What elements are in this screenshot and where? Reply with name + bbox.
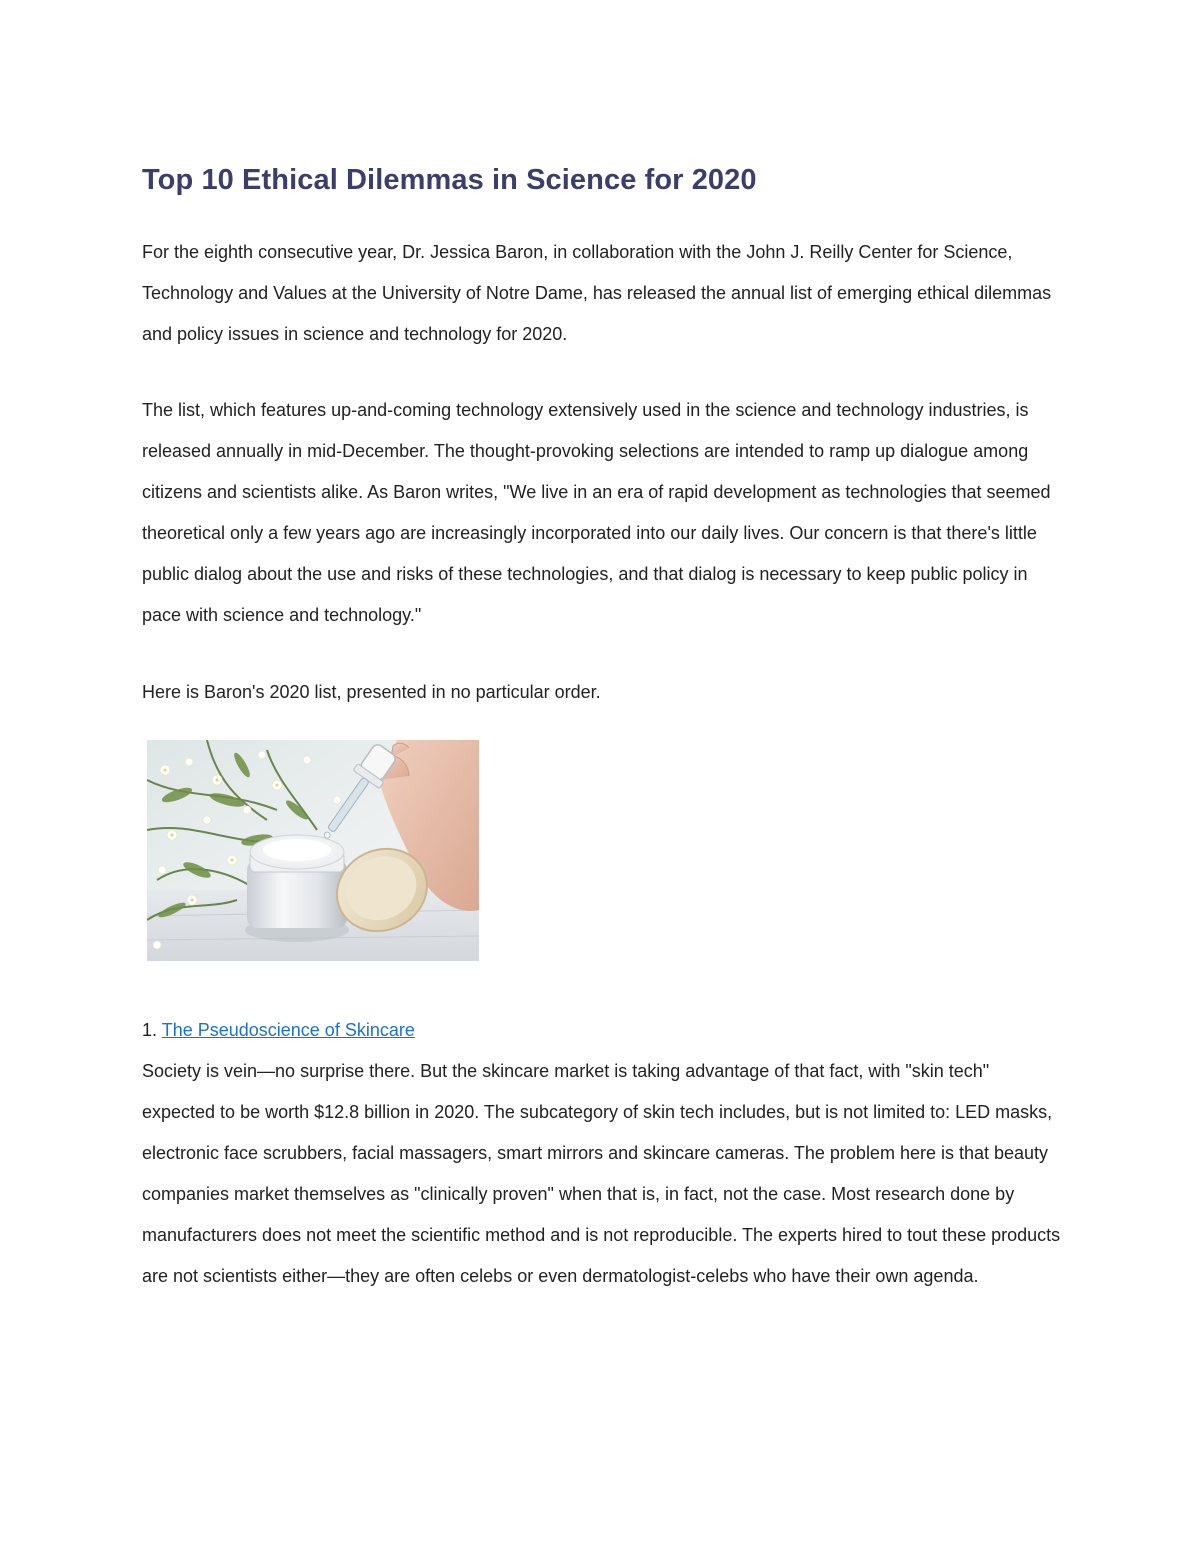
page-title: Top 10 Ethical Dilemmas in Science for 2020: [142, 164, 757, 196]
intro-paragraph: For the eighth consecutive year, Dr. Jessica Baron, in collaboration with the John J. Reilly Center for Science, Technology and Values at the University of Notre Dame, has released the annual list of emerging ethical dilemmas and policy issues in science and technology for 2020.: [142, 242, 1052, 344]
list-item-link[interactable]: The Pseudoscience of Skincare: [161, 1020, 415, 1040]
list-description-paragraph: The list, which features up-and-coming technology extensively used in the science and technology industries, is released annually in mid-December. The thought-provoking selections are intended to ramp up dialogue among citizens and scientists alike. As Baron writes, "We live in an era of rapid development as technologies that seemed theoretical only a few years ago are increasingly incorporated into our daily lives. Our concern is that there's little public dialog about the use and risks of these technologies, and that dialog is necessary to keep public policy in pace with science and technology.": [142, 400, 1051, 625]
list-item-heading: [142, 1010, 415, 1051]
skincare-photo: [147, 740, 479, 961]
list-item-number: 1.: [142, 1020, 158, 1040]
list-intro-paragraph: Here is Baron's 2020 list, presented in no particular order.: [142, 682, 601, 702]
list-item-body: Society is vein—no surprise there. But the skincare market is taking advantage of that fact, with "skin tech" expected to be worth $12.8 billion in 2020. The subcategory of skin tech includes, but is not limited to: LED masks, electronic face scrubbers, facial massagers, smart mirrors and skincare cameras. The problem here is that beauty companies market themselves as "clinically proven" when that is, in fact, not the case. Most research done by manufacturers does not meet the scientific method and is not reproducible. The experts hired to tout these products are not scientists either—they are often celebs or even dermatologist-celebs who have their own agenda.: [142, 1061, 1061, 1286]
